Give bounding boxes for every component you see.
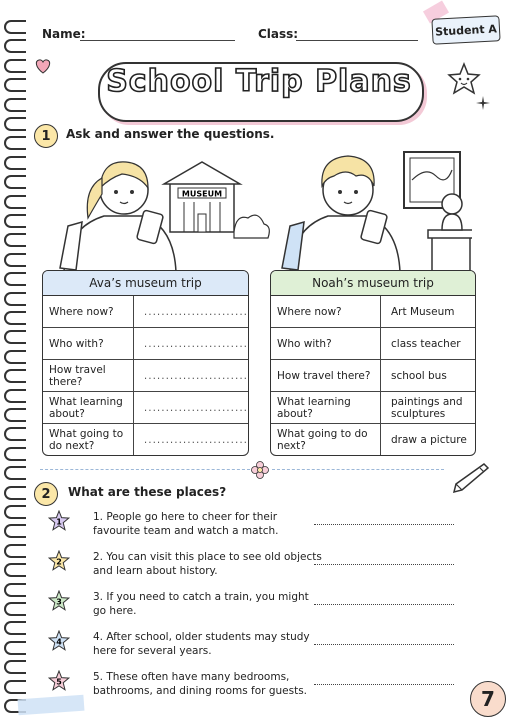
spiral-ring <box>4 233 26 247</box>
number-star-icon <box>48 510 70 532</box>
spiral-ring <box>4 117 26 131</box>
ava-row <box>43 424 248 455</box>
question-text: 3. If you need to catch a train, you might go here. <box>93 591 309 617</box>
section-2-number: 2 <box>34 482 58 506</box>
spiral-ring <box>4 427 26 441</box>
heart-icon <box>34 58 52 74</box>
noah-trip-card <box>270 270 476 456</box>
class-field-line[interactable] <box>296 40 418 41</box>
star-number: 3 <box>56 597 62 607</box>
spiral-ring <box>4 466 26 480</box>
ava-question: Who with? <box>43 328 134 359</box>
name-label: Name: <box>42 27 86 41</box>
noah-answer: class teacher <box>391 337 461 350</box>
spiral-ring <box>4 621 26 635</box>
flower-icon <box>251 461 269 479</box>
star-number: 4 <box>56 637 62 647</box>
ava-answer[interactable]: ........................ <box>143 433 248 446</box>
ava-row <box>43 360 248 392</box>
spiral-binding <box>4 20 26 710</box>
name-field-line[interactable] <box>80 40 235 41</box>
ava-row <box>43 296 248 328</box>
answer-line[interactable] <box>314 684 454 685</box>
smiling-star-icon <box>446 62 482 96</box>
spiral-ring <box>4 20 26 34</box>
number-star-icon <box>48 670 70 692</box>
spiral-ring <box>4 369 26 383</box>
answer-line[interactable] <box>314 644 454 645</box>
noah-illustration <box>276 140 472 272</box>
place-question <box>48 670 512 704</box>
page-title: School Trip Plans <box>106 64 412 99</box>
noah-answer: Art Museum <box>391 305 455 318</box>
noah-question: How travel there? <box>271 360 381 391</box>
spiral-ring <box>4 292 26 306</box>
museum-sign: MUSEUM <box>181 189 223 199</box>
section-divider-left <box>40 469 250 470</box>
ava-card-title: Ava’s museum trip <box>43 271 248 296</box>
section-2-instruction: What are these places? <box>68 485 227 499</box>
spiral-ring <box>4 447 26 461</box>
blue-washi-tape <box>18 695 85 716</box>
ava-answer[interactable]: ........................ <box>143 305 248 318</box>
spiral-ring <box>4 505 26 519</box>
spiral-ring <box>4 156 26 170</box>
spiral-ring <box>4 524 26 538</box>
spiral-ring <box>4 389 26 403</box>
spiral-ring <box>4 175 26 189</box>
spiral-ring <box>4 602 26 616</box>
number-star-icon <box>48 630 70 652</box>
spiral-ring <box>4 660 26 674</box>
question-text: 1. People go here to cheer for their favourite team and watch a match. <box>93 511 279 537</box>
ava-question: What going to do next? <box>43 424 134 455</box>
noah-row <box>271 360 475 392</box>
noah-question: What learning about? <box>271 392 381 423</box>
spiral-ring <box>4 583 26 597</box>
section-divider-right <box>272 469 444 470</box>
spiral-ring <box>4 253 26 267</box>
spiral-ring <box>4 544 26 558</box>
noah-answer: school bus <box>391 369 447 382</box>
ava-question: How travel there? <box>43 360 134 391</box>
number-star-icon <box>48 550 70 572</box>
sparkle-icon <box>476 96 490 110</box>
spiral-ring <box>4 350 26 364</box>
place-question <box>48 550 512 584</box>
spiral-ring <box>4 330 26 344</box>
star-number: 5 <box>56 677 62 687</box>
noah-question: Who with? <box>271 328 381 359</box>
star-number: 1 <box>56 517 62 527</box>
spiral-ring <box>4 136 26 150</box>
page-number: 7 <box>470 681 506 717</box>
spiral-ring <box>4 39 26 53</box>
student-tag: Student A <box>431 15 500 45</box>
noah-row <box>271 424 475 455</box>
ava-row <box>43 328 248 360</box>
ava-illustration <box>44 148 274 272</box>
spiral-ring <box>4 78 26 92</box>
section-1-instruction: Ask and answer the questions. <box>66 127 275 141</box>
pencil-icon <box>450 460 490 494</box>
place-question <box>48 510 512 544</box>
ava-trip-card <box>42 270 249 456</box>
spiral-ring <box>4 408 26 422</box>
noah-row <box>271 296 475 328</box>
spiral-ring <box>4 311 26 325</box>
answer-line[interactable] <box>314 604 454 605</box>
noah-row <box>271 328 475 360</box>
noah-question: What going to do next? <box>271 424 381 455</box>
answer-line[interactable] <box>314 564 454 565</box>
ava-answer[interactable]: ........................ <box>143 337 248 350</box>
spiral-ring <box>4 272 26 286</box>
answer-line[interactable] <box>314 524 454 525</box>
spiral-ring <box>4 486 26 500</box>
star-number: 2 <box>56 557 62 567</box>
spiral-ring <box>4 563 26 577</box>
spiral-ring <box>4 59 26 73</box>
question-text: 4. After school, older students may study here for several years. <box>93 631 310 657</box>
question-text: 5. These often have many bedrooms, bathrooms, and dining rooms for guests. <box>93 671 308 697</box>
noah-answer: draw a picture <box>391 433 467 446</box>
section-1-number: 1 <box>34 124 58 148</box>
ava-question: Where now? <box>43 296 134 327</box>
spiral-ring <box>4 680 26 694</box>
ava-question: What learning about? <box>43 392 134 423</box>
spiral-ring <box>4 195 26 209</box>
place-question <box>48 590 512 624</box>
class-label: Class: <box>258 27 299 41</box>
place-question <box>48 630 512 664</box>
question-text: 2. You can visit this place to see old objects and learn about history. <box>93 551 322 577</box>
noah-row <box>271 392 475 424</box>
ava-answer[interactable]: ........................ <box>143 369 248 382</box>
number-star-icon <box>48 590 70 612</box>
spiral-ring <box>4 641 26 655</box>
ava-answer[interactable]: ........................ <box>143 401 248 414</box>
noah-answer: paintings and sculptures <box>391 395 463 420</box>
ava-row <box>43 392 248 424</box>
noah-question: Where now? <box>271 296 381 327</box>
spiral-ring <box>4 214 26 228</box>
spiral-ring <box>4 98 26 112</box>
noah-card-title: Noah’s museum trip <box>271 271 475 296</box>
